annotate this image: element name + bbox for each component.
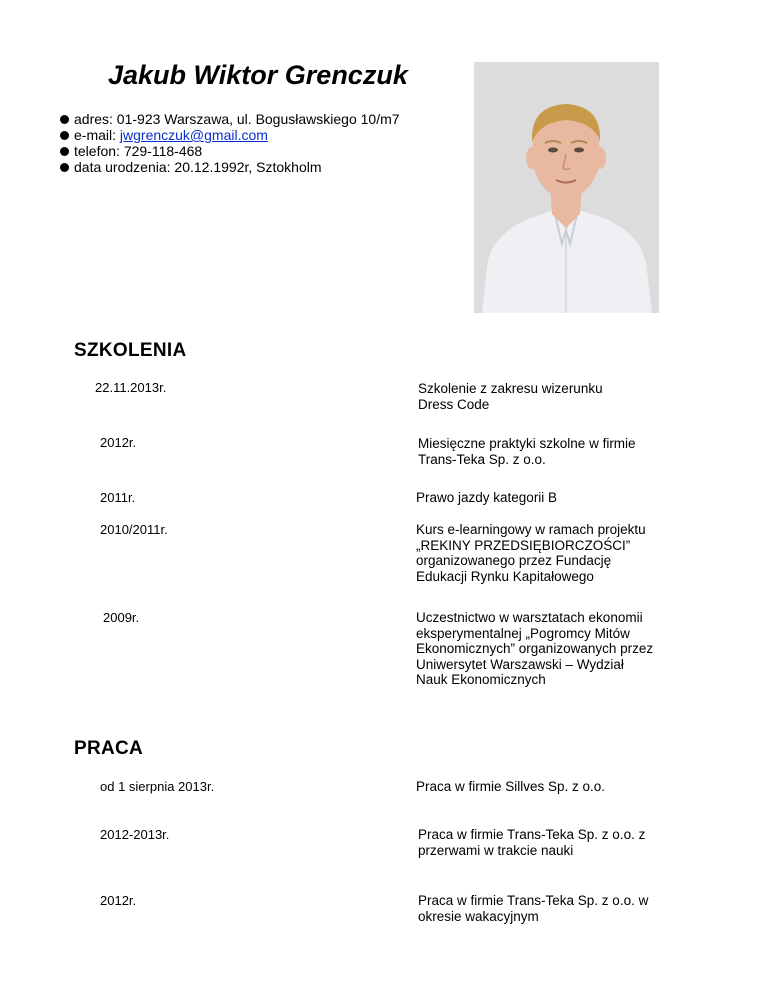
- contact-details-list: [60, 111, 400, 175]
- training-description: [416, 522, 646, 584]
- contact-phone: [60, 143, 400, 159]
- work-date: 2012-2013r.: [100, 827, 170, 842]
- address-text: adres: 01-923 Warszawa, ul. Bogusławskiego 10/m7: [74, 111, 400, 127]
- phone-text: telefon: 729-118-468: [74, 143, 203, 159]
- description-line: Trans-Teka Sp. z o.o.: [418, 451, 546, 467]
- bullet-icon: [60, 163, 69, 172]
- training-date: 2012r.: [100, 435, 137, 450]
- training-description: [416, 610, 653, 688]
- description-line: Dress Code: [418, 396, 490, 412]
- portrait-photo: [474, 62, 659, 313]
- work-description: [418, 893, 648, 924]
- training-description: [418, 381, 603, 412]
- cv-name-heading: Jakub Wiktor Grenczuk: [108, 60, 408, 90]
- description-line: Miesięczne praktyki szkolne w firmie: [418, 436, 636, 451]
- bullet-icon: [60, 147, 69, 156]
- description-line: Uniwersytet Warszawski – Wydział: [416, 656, 624, 672]
- email-link[interactable]: jwgrenczuk@gmail.com: [119, 127, 268, 143]
- work-description: [418, 827, 645, 858]
- left-ear: [526, 147, 538, 169]
- description-line: Praca w firmie Sillves Sp. z o.o.: [416, 779, 606, 794]
- left-eye: [548, 148, 558, 153]
- training-description: [416, 490, 557, 506]
- description-line: Kurs e-learningowy w ramach projektu: [416, 522, 646, 537]
- contact-address: [60, 111, 400, 127]
- work-date: od 1 sierpnia 2013r.: [100, 779, 215, 794]
- contact-birth: [60, 159, 400, 175]
- description-line: Ekonomicznych” organizowanych przez: [416, 641, 654, 657]
- description-line: Nauk Ekonomicznych: [416, 672, 546, 688]
- bullet-icon: [60, 115, 69, 124]
- description-line: „REKINY PRZEDSIĘBIORCZOŚCI”: [416, 537, 631, 553]
- description-line: Uczestnictwo w warsztatach ekonomii: [416, 610, 643, 625]
- training-date: 22.11.2013r.: [95, 380, 167, 395]
- description-line: organizowanego przez Fundację: [416, 553, 612, 569]
- description-line: eksperymentalnej „Pogromcy Mitów: [416, 625, 630, 641]
- birth-text: data urodzenia: 20.12.1992r, Sztokholm: [74, 159, 322, 175]
- right-ear: [594, 147, 606, 169]
- description-line: Praca w firmie Trans-Teka Sp. z o.o. z: [418, 827, 646, 842]
- portrait-illustration: [474, 62, 659, 313]
- trainings-section-title: SZKOLENIA: [74, 340, 187, 361]
- description-line: Praca w firmie Trans-Teka Sp. z o.o. w: [418, 893, 649, 908]
- description-line: przerwami w trakcie nauki: [418, 842, 574, 858]
- description-line: Prawo jazdy kategorii B: [416, 490, 558, 505]
- training-date: 2010/2011r.: [100, 522, 168, 537]
- contact-email: [60, 127, 400, 143]
- training-date: 2011r.: [100, 490, 136, 505]
- description-line: Edukacji Rynku Kapitałowego: [416, 568, 594, 584]
- work-date: 2012r.: [100, 893, 137, 908]
- training-date: 2009r.: [103, 610, 140, 625]
- email-label: e-mail:: [74, 127, 120, 143]
- training-description: [418, 436, 636, 467]
- work-description: [416, 779, 605, 795]
- description-line: Szkolenie z zakresu wizerunku: [418, 381, 603, 396]
- work-section-title: PRACA: [74, 738, 144, 759]
- description-line: okresie wakacyjnym: [418, 908, 539, 924]
- bullet-icon: [60, 131, 69, 140]
- right-eye: [574, 148, 584, 153]
